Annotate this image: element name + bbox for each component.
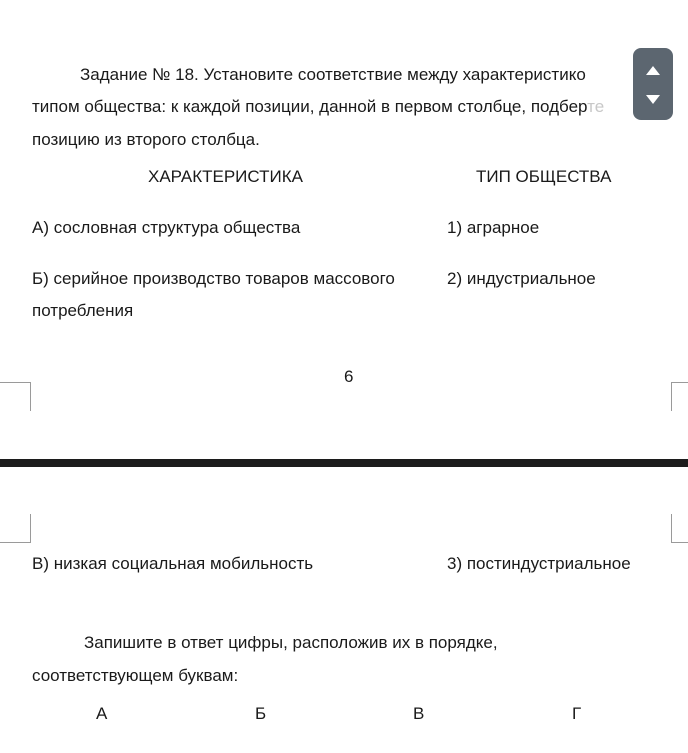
answer-letter-v: В (413, 704, 425, 723)
corner-mark-top-left (0, 514, 31, 543)
task-line-2-hidden: те (587, 97, 605, 116)
row-b-line-1: Б) серийное производство товаров массового (32, 269, 395, 288)
corner-mark-top-right (671, 514, 688, 543)
answer-line-1: Запишите в ответ цифры, расположив их в порядке, (84, 633, 498, 652)
scroll-down-button[interactable] (633, 84, 673, 114)
answer-letter-g: Г (572, 704, 582, 723)
type-1: 1) аграрное (447, 218, 540, 237)
page-number: 6 (344, 367, 354, 386)
answer-line-2: соответствующем буквам: (32, 666, 239, 685)
task-line-2-text: типом общества: к каждой позиции, данной в первом столбце, подбер (32, 97, 588, 116)
row-b-line-2: потребления (32, 301, 134, 320)
scroll-up-button[interactable] (633, 55, 673, 85)
task-line-2 (32, 97, 604, 117)
header-characteristic: ХАРАКТЕРИСТИКА (148, 167, 303, 186)
type-3: 3) постиндустриальное (447, 554, 631, 573)
scroll-widget (633, 48, 673, 120)
row-a: А) сословная структура общества (32, 218, 301, 237)
task-line-3: позицию из второго столбца. (32, 130, 260, 149)
triangle-up-icon (646, 66, 660, 75)
corner-mark-bottom-left (0, 382, 31, 411)
answer-letter-a: А (96, 704, 108, 723)
header-society-type: ТИП ОБЩЕСТВА (476, 167, 612, 186)
triangle-down-icon (646, 95, 660, 104)
type-2: 2) индустриальное (447, 269, 596, 288)
row-v: В) низкая социальная мобильность (32, 554, 314, 573)
task-line-1: Задание № 18. Установите соответствие между характеристико (80, 65, 586, 84)
corner-mark-bottom-right (671, 382, 688, 411)
answer-letter-b: Б (255, 704, 267, 723)
page-break (0, 459, 688, 467)
